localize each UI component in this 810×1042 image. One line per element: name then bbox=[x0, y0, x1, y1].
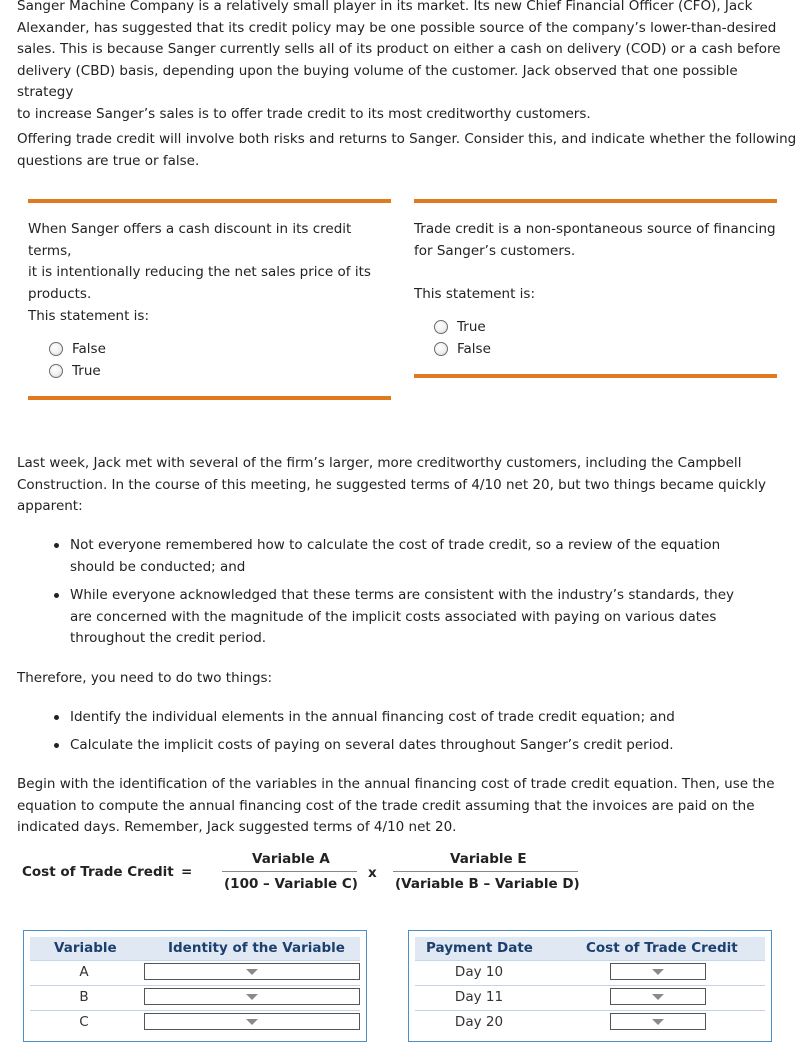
last-week-line: Construction. In the course of this meeting, he suggested terms of 4/10 net 20, but two things became quickly bbox=[17, 476, 766, 493]
row-divider bbox=[415, 1010, 765, 1011]
list-item-line: While everyone acknowledged that these terms are consistent with the industry’s standards, they bbox=[70, 587, 735, 604]
row-divider bbox=[30, 1010, 360, 1011]
equation-times: x bbox=[368, 865, 377, 881]
fraction-line-left bbox=[222, 871, 357, 872]
table-row-label: A bbox=[79, 964, 89, 980]
equation-label: Cost of Trade Credit bbox=[22, 864, 174, 880]
intro-line: Alexander, has suggested that its credit policy may be one possible source of the company’s lower-than-desired bbox=[17, 19, 777, 36]
question-right-text bbox=[414, 219, 794, 262]
row-divider bbox=[30, 985, 360, 986]
question-left-line: products. bbox=[28, 285, 92, 302]
chevron-down-icon bbox=[652, 1019, 664, 1025]
chevron-down-icon bbox=[246, 1019, 258, 1025]
radio-option-true[interactable] bbox=[434, 317, 486, 337]
list-item bbox=[70, 585, 770, 650]
question-left-line: it is intentionally reducing the net sales price of its bbox=[28, 264, 371, 281]
radio-button[interactable] bbox=[434, 342, 448, 356]
table-row-label: Day 10 bbox=[454, 964, 504, 980]
identity-dropdown-b[interactable] bbox=[144, 988, 360, 1005]
radio-option-false[interactable] bbox=[49, 339, 106, 359]
last-week-line: Last week, Jack met with several of the firm’s larger, more creditworthy customers, including the Campbell bbox=[17, 455, 742, 471]
equation-denominator-left: (100 – Variable C) bbox=[224, 876, 358, 892]
variable-table bbox=[23, 930, 367, 1042]
therefore-text: Therefore, you need to do two things: bbox=[17, 670, 273, 686]
begin-line: Begin with the identification of the variables in the annual financing cost of trade credit equation. Then, use the bbox=[17, 776, 775, 792]
table-row-label: Day 20 bbox=[454, 1014, 504, 1030]
begin-line: indicated days. Remember, Jack suggested terms of 4/10 net 20. bbox=[17, 819, 457, 836]
question-right-bottom-bar bbox=[414, 374, 777, 378]
chevron-down-icon bbox=[246, 969, 258, 975]
list-item-line: are concerned with the magnitude of the implicit costs associated with paying on various dates bbox=[70, 608, 717, 625]
question-left-top-bar bbox=[28, 199, 391, 203]
question-right-prompt: This statement is: bbox=[414, 286, 536, 302]
cost-dropdown-day-10[interactable] bbox=[610, 963, 706, 980]
equation-denominator-right: (Variable B – Variable D) bbox=[395, 876, 580, 892]
intro-line: Sanger Machine Company is a relatively small player in its market. Its new Chief Financial Officer (CFO), Jack bbox=[17, 0, 753, 14]
question-right-line: for Sanger’s customers. bbox=[414, 242, 576, 259]
identity-dropdown-a[interactable] bbox=[144, 963, 360, 980]
question-left-text bbox=[28, 219, 398, 305]
offering-line: Offering trade credit will involve both risks and returns to Sanger. Consider this, and indicate whether the following bbox=[17, 131, 797, 147]
radio-label: True bbox=[457, 319, 486, 335]
list-item: Calculate the implicit costs of paying on several dates throughout Sanger’s credit period. bbox=[70, 735, 770, 757]
offering-paragraph bbox=[17, 129, 797, 172]
row-divider bbox=[415, 985, 765, 986]
cost-dropdown-day-20[interactable] bbox=[610, 1013, 706, 1030]
last-week-paragraph bbox=[17, 453, 797, 518]
list-item bbox=[70, 535, 770, 578]
variable-table-header bbox=[30, 937, 360, 961]
tasks-list bbox=[70, 707, 770, 756]
question-left-bottom-bar bbox=[28, 396, 391, 400]
question-left-line: When Sanger offers a cash discount in its credit terms, bbox=[28, 221, 352, 259]
radio-label: False bbox=[457, 341, 491, 357]
radio-button[interactable] bbox=[434, 320, 448, 334]
list-item: Identify the individual elements in the annual financing cost of trade credit equation; and bbox=[70, 707, 770, 729]
intro-line: delivery (CBD) basis, depending upon the buying volume of the customer. Jack observed that one possible strategy bbox=[17, 62, 738, 101]
begin-paragraph bbox=[17, 774, 797, 839]
radio-label: True bbox=[72, 363, 101, 379]
cost-table bbox=[408, 930, 772, 1042]
intro-line: to increase Sanger’s sales is to offer trade credit to its most creditworthy customers. bbox=[17, 105, 591, 122]
column-header-payment-date: Payment Date bbox=[426, 940, 533, 956]
radio-option-false[interactable] bbox=[434, 339, 491, 359]
table-row-label: Day 11 bbox=[454, 989, 504, 1005]
fraction-line-right bbox=[393, 871, 578, 872]
concerns-list bbox=[70, 535, 770, 650]
table-row-label: B bbox=[79, 989, 89, 1005]
intro-paragraph bbox=[17, 0, 797, 126]
last-week-line: apparent: bbox=[17, 498, 83, 515]
chevron-down-icon bbox=[652, 969, 664, 975]
column-header-cost: Cost of Trade Credit bbox=[586, 940, 738, 956]
radio-option-true[interactable] bbox=[49, 361, 101, 381]
identity-dropdown-c[interactable] bbox=[144, 1013, 360, 1030]
list-item-line: throughout the credit period. bbox=[70, 630, 267, 647]
column-header-identity: Identity of the Variable bbox=[168, 940, 345, 956]
begin-line: equation to compute the annual financing cost of the trade credit assuming that the invoices are paid on the bbox=[17, 797, 755, 814]
equation-equals: = bbox=[181, 864, 193, 880]
equation-numerator-left: Variable A bbox=[252, 851, 330, 867]
cost-table-header bbox=[415, 937, 765, 961]
question-left-prompt: This statement is: bbox=[28, 308, 150, 324]
list-item-line: should be conducted; and bbox=[70, 558, 246, 575]
column-header-variable: Variable bbox=[54, 940, 117, 956]
radio-button[interactable] bbox=[49, 364, 63, 378]
chevron-down-icon bbox=[652, 994, 664, 1000]
offering-line: questions are true or false. bbox=[17, 152, 200, 169]
intro-line: sales. This is because Sanger currently sells all of its product on either a cash on delivery (COD) or a cash before bbox=[17, 41, 781, 58]
list-item-line: Not everyone remembered how to calculate the cost of trade credit, so a review of the equation bbox=[70, 537, 721, 553]
question-right-line: Trade credit is a non-spontaneous source of financing bbox=[414, 221, 776, 237]
chevron-down-icon bbox=[246, 994, 258, 1000]
radio-button[interactable] bbox=[49, 342, 63, 356]
table-row-label: C bbox=[79, 1014, 89, 1030]
equation-numerator-right: Variable E bbox=[450, 851, 527, 867]
question-right-top-bar bbox=[414, 199, 777, 203]
radio-label: False bbox=[72, 341, 106, 357]
cost-dropdown-day-11[interactable] bbox=[610, 988, 706, 1005]
